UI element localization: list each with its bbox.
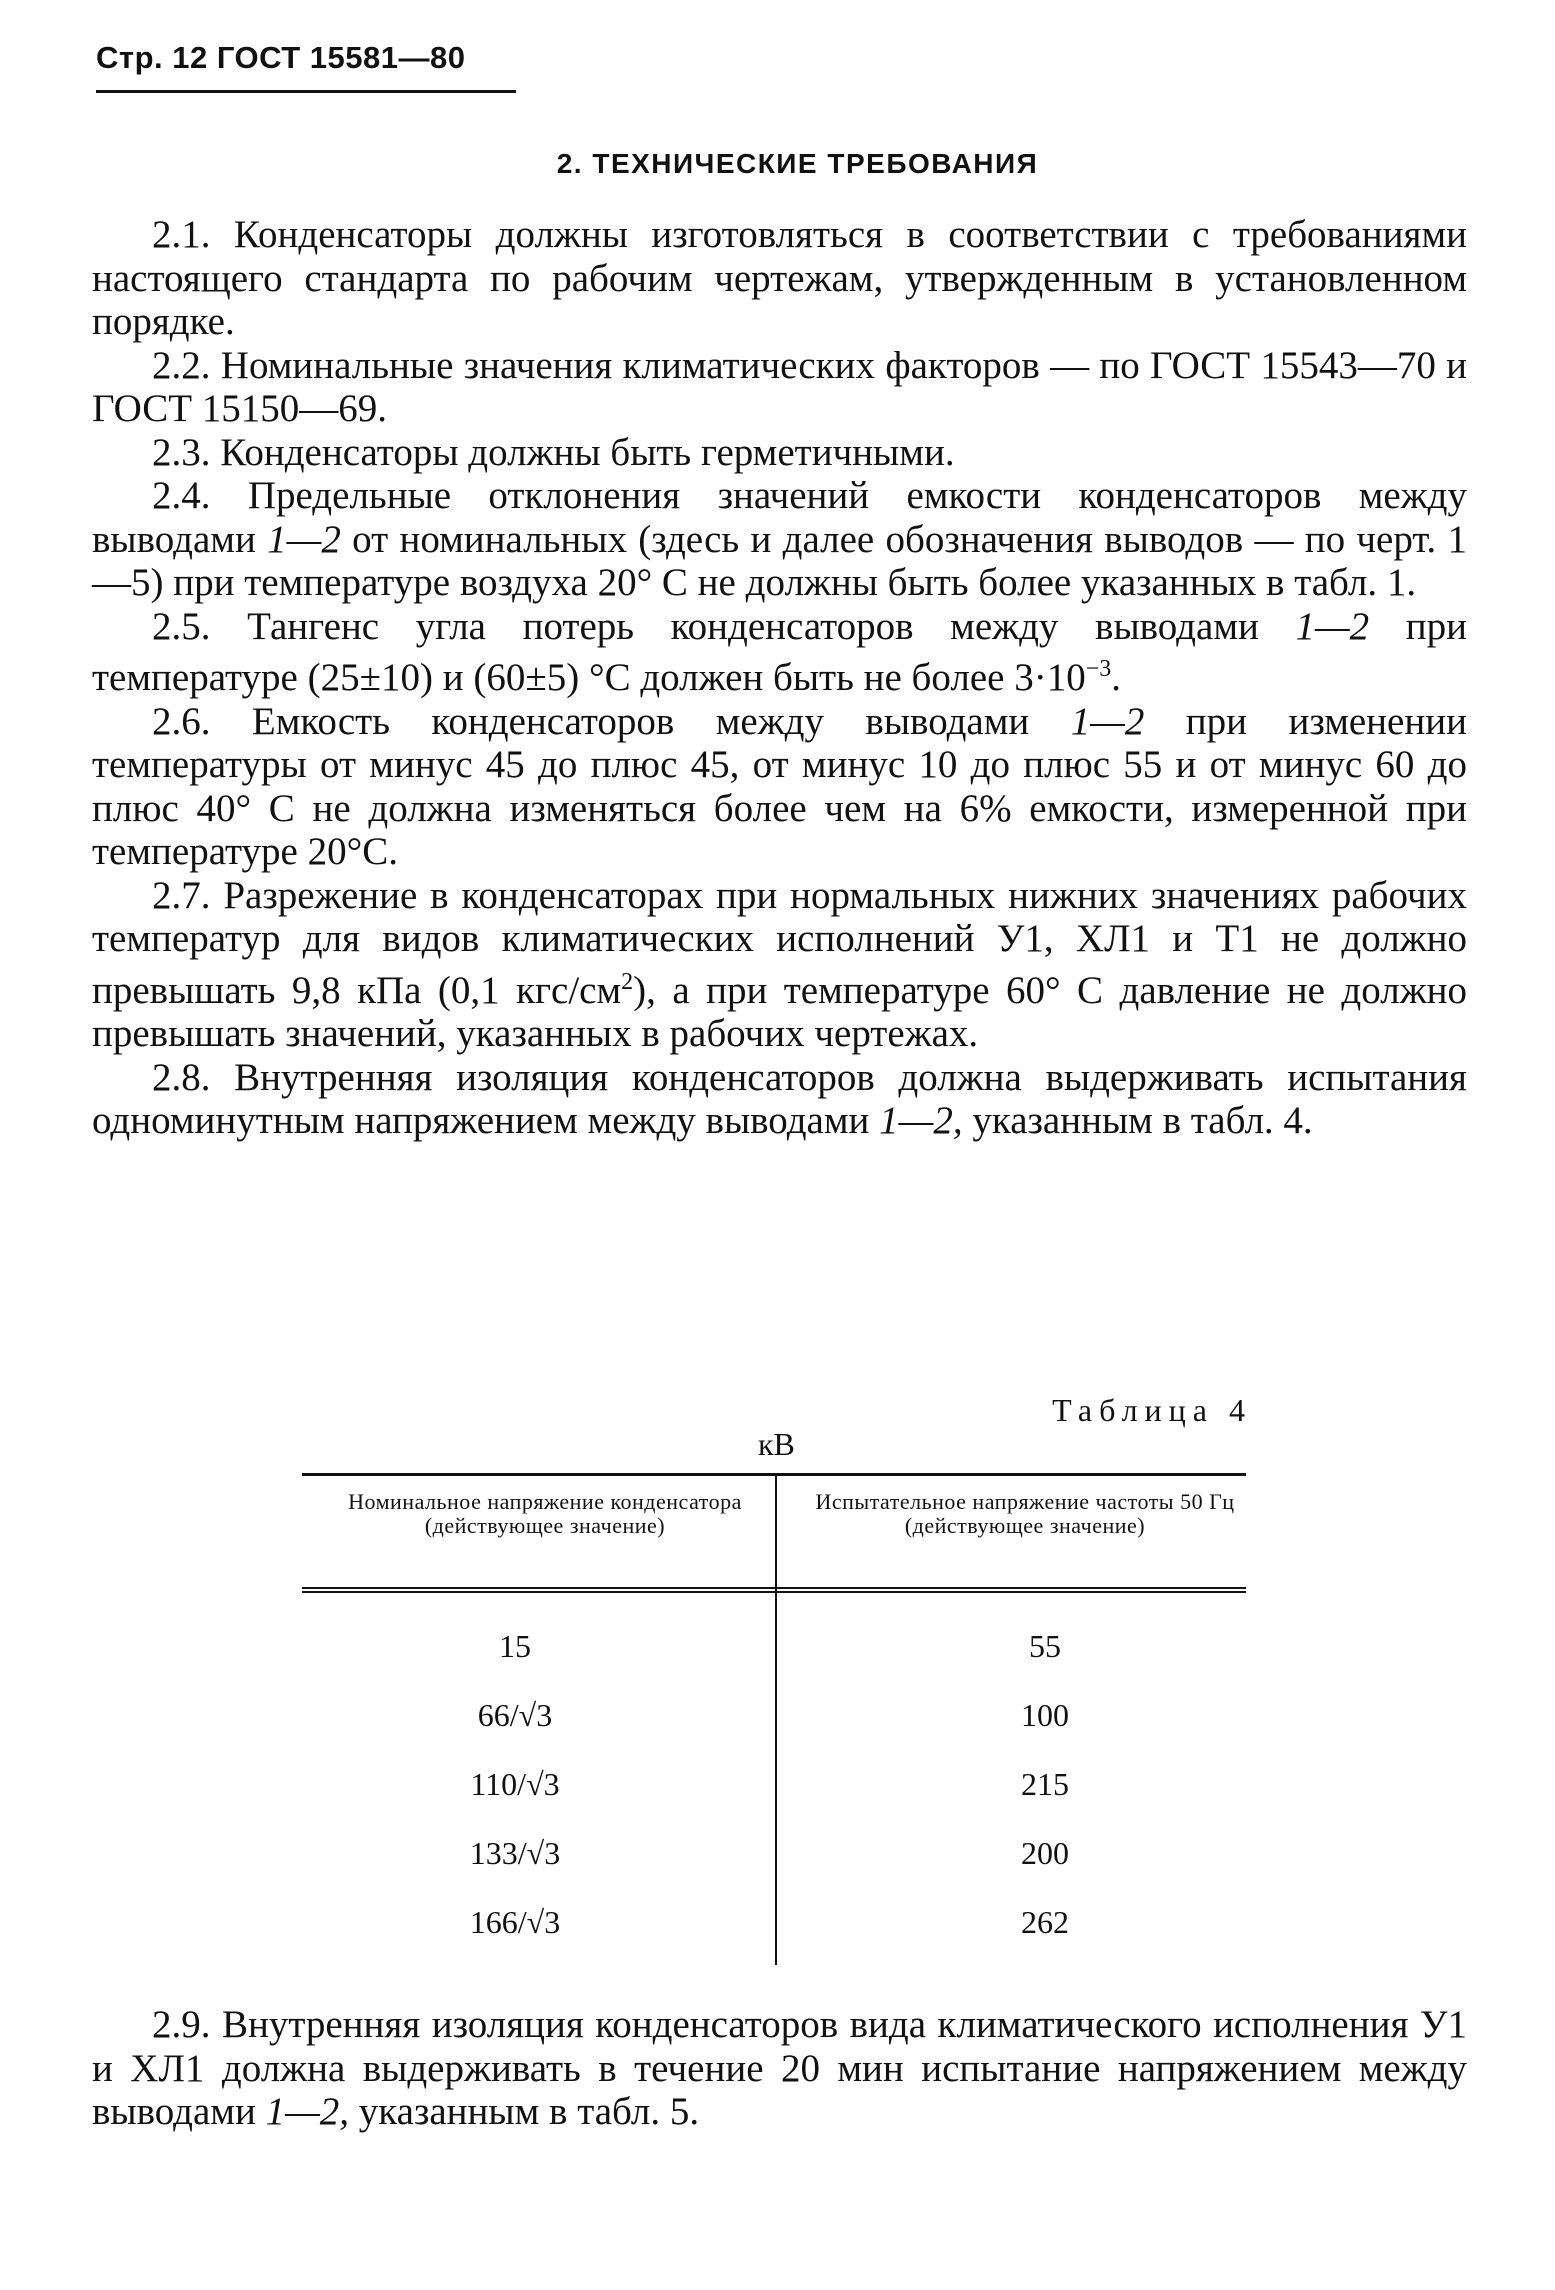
paragraph-2-6 <box>92 700 1467 874</box>
paragraph-text: 2.6. Емкость конденсаторов между выводами <box>152 699 1071 743</box>
table-cell-nominal: 166/√3 <box>469 1904 561 1940</box>
header-rule <box>96 90 516 93</box>
superscript: 2 <box>621 968 634 995</box>
table-header-rule <box>302 1587 1246 1593</box>
paragraph-2-7 <box>92 874 1467 1056</box>
table-column-divider <box>775 1475 777 1965</box>
paragraph-2-3 <box>92 431 1467 475</box>
paragraph-2-5 <box>92 605 1467 700</box>
paragraph-2-4 <box>92 474 1467 605</box>
paragraph-text: при изменении температуры от минус 45 до плюс 45, от минус 10 до плюс 55 и от минус 60 до плюс 40° С не должна изменяться более чем на 6% емкости, измеренной при температуре 20°С. <box>92 699 1467 873</box>
table-cell-test: 215 <box>1021 1766 1069 1802</box>
table-unit: кВ <box>758 1426 795 1462</box>
table-header-test: Испытательное напряжение частоты 50 Гц (действующее значение) <box>815 1489 1235 1538</box>
table-cell-test: 100 <box>1021 1697 1069 1733</box>
table-caption: Таблица 4 <box>1052 1392 1252 1428</box>
terminal-designation: 1—2 <box>267 517 341 561</box>
section-title: 2. ТЕХНИЧЕСКИЕ ТРЕБОВАНИЯ <box>556 148 1039 179</box>
body-text-upper <box>92 213 1467 1143</box>
paragraph-2-8 <box>92 1056 1467 1143</box>
paragraph-2-2 <box>92 344 1467 431</box>
table-cell-nominal: 66/√3 <box>477 1697 553 1733</box>
paragraph-text: указанным в табл. 4. <box>962 1099 1313 1142</box>
table-cell-nominal: 110/√3 <box>470 1766 560 1802</box>
exponent: −3 <box>1085 656 1112 682</box>
table-top-rule <box>302 1473 1246 1476</box>
paragraph-text: 2.5. Тангенс угла потерь конденсаторов между выводами <box>152 604 1296 648</box>
paragraph-text: указанным в табл. 5. <box>349 2090 700 2133</box>
table-cell-test: 200 <box>1021 1835 1069 1871</box>
terminal-designation: 1—2, <box>879 1099 963 1142</box>
table-header-nominal: Номинальное напряжение конденсатора (действующее значение) <box>348 1489 742 1538</box>
paragraph-2-1 <box>92 213 1467 344</box>
paragraph-text: 2.4. Предельные отклонения значений емкости конденсаторов между выводами <box>92 474 1467 561</box>
paragraph-text: 2.1. Конденсаторы должны изготовляться в соответствии с требованиями настоящего стандарта по рабочим чертежам, утвержденным в установленном порядке. <box>92 213 1467 343</box>
paragraph-text: . <box>1111 656 1121 699</box>
table-cell-test: 55 <box>1029 1628 1061 1664</box>
paragraph-text: ), а при температуре 60° С давление не должно превышать значений, указанных в рабочих чертежах. <box>92 968 1468 1055</box>
table-cell-test: 262 <box>1021 1904 1069 1940</box>
paragraph-text: 2.3. Конденсаторы должны быть герметичными. <box>152 430 955 474</box>
table-cell-nominal: 133/√3 <box>469 1835 561 1871</box>
paragraph-text: 2.8. Внутренняя изоляция конденсаторов должна выдерживать испытания одноминутным напряжением между выводами <box>92 1055 1467 1142</box>
paragraph-text: 2.7. Разрежение в конденсаторах при нормальных нижних значениях рабочих температур для видов климатических исполнений У1, ХЛ1 и Т1 не должно превышать 9,8 кПа (0,1 кгс/см <box>92 873 1467 1012</box>
paragraph-text: 2.9. Внутренняя изоляция конденсаторов вида климатического исполнения У1 и ХЛ1 должна выдерживать в течение 20 мин испытание напряжением между выводами <box>92 2003 1467 2133</box>
paragraph-text: 2.2. Номинальные значения климатических факторов — по ГОСТ 15543—70 и ГОСТ 15150—69. <box>92 343 1467 430</box>
terminal-designation: 1—2 <box>1295 604 1370 648</box>
terminal-designation: 1—2 <box>1070 699 1145 743</box>
paragraph-text: от номинальных (здесь и далее обозначения выводов — по черт. 1—5) при температуре воздуха 20° С не должны быть более указанных в табл. 1. <box>92 517 1467 604</box>
terminal-designation: 1—2, <box>265 2090 350 2133</box>
page-header: Стр. 12 ГОСТ 15581—80 <box>96 40 466 75</box>
table-cell-nominal: 15 <box>499 1628 531 1664</box>
body-text-lower <box>92 2003 1467 2134</box>
paragraph-2-9 <box>92 2003 1467 2134</box>
paragraph-text: при температуре (25±10) и (60±5) °С должен быть не более 3·10 <box>92 604 1467 699</box>
